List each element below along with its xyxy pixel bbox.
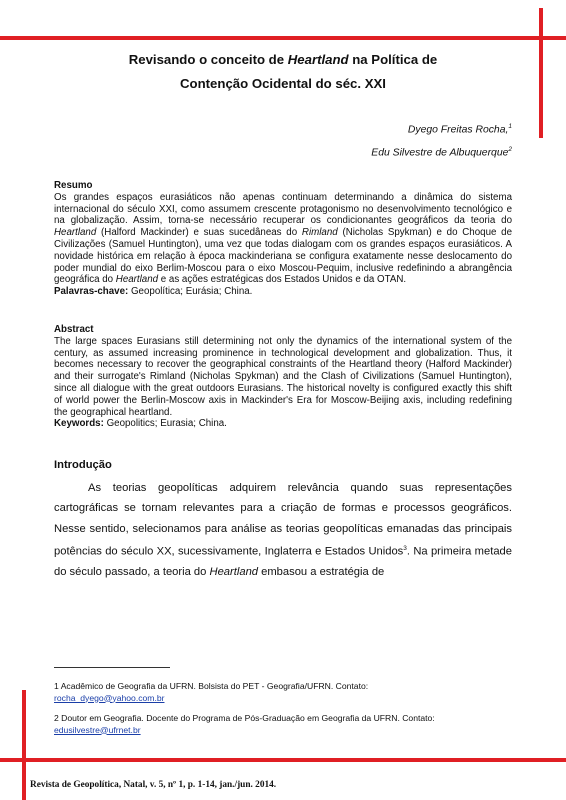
footnote-1: 1 Acadêmico de Geografia da UFRN. Bolsista do PET - Geografia/UFRN. Contato: rocha_dyego@yahoo.com.br [54, 681, 512, 704]
red-line-bottom [0, 758, 566, 762]
resumo-body: Os grandes espaços eurasiáticos não apenas continuam determinando a dinâmica do sistema internacional do século XXI, como assumem crescente protagonismo no desenvolvimento tecnológico e na globalização. Assim, torna-se necessário recuperar os condicionantes geográficos da teoria do Heartland (Halford Mackinder) e suas sucedâneas do Rimland (Nicholas Spykman) e do Choque de Civilizações (Samuel Huntington), uma vez que todas dialogam com os grandes espaços eurasiáticos. A novidade histórica em relação à época mackinderiana se configura exatamente nesse deslocamento do poder mundial do eixo Berlim-Moscou para o eixo Moscou-Pequim, inclusive redefinindo a abrangência geográfica do Heartland e as ações estratégicas dos Estados Unidos e da OTAN. [54, 191, 513, 286]
author-2: Edu Silvestre de Albuquerque$^2$ [371, 146, 512, 159]
red-line-top [0, 36, 566, 40]
abstract-heading: Abstract [54, 324, 94, 335]
title-line-2: Contenção Ocidental do séc. XXI [180, 76, 386, 91]
resumo-keywords: Palavras-chave: Geopolítica; Eurásia; China. [54, 286, 253, 298]
resumo-section [54, 180, 512, 298]
red-line-left [22, 690, 26, 800]
intro-body: As teorias geopolíticas adquirem relevância quando suas representações cartográficas se tornam relevantes para a criação de formas e processos geográficos. Nesse sentido, selecionamos para análise as teorias geopolíticas emanadas das principais potências do século XX, sucessivamente, Inglaterra e Estados Unidos$^3$. Na primeira metade do século passado, a teoria do Heartland embasou a estratégia de [54, 482, 512, 578]
paper-title [0, 48, 566, 96]
author-1: Dyego Freitas Rocha,$^1$ [407, 123, 512, 136]
resumo-heading: Resumo [54, 180, 93, 191]
title-line-1: Revisando o conceito de Heartland na Política de [128, 52, 438, 67]
footnote-2-email-link[interactable]: edusilvestre@ufrnet.br [54, 724, 141, 735]
journal-footer: Revista de Geopolítica, Natal, v. 5, nº 1, p. 1-14, jan./jun. 2014. [30, 780, 277, 790]
footnote-rule [54, 667, 170, 668]
abstract-body: The large spaces Eurasians still determining not only the dynamics of the international system of the century, as assumed increasing prominence in technological development and globalization. Thus, it becomes necessary to recover the geographical constraints of the Heartland theory (Halford Mackinder) and their surrogate's Rimland (Nicholas Spykman) and the Clash of Civilizations (Samuel Huntington), since all dialogue with the great outdoors Eurasians. The historical novelty is configured exactly this shift of world power the Berlin-Moscow axis in Mackinder's Era for Moscow-Beijing axis, including redefining the geographical heartland. [54, 335, 512, 418]
intro-heading: Introdução [54, 459, 112, 471]
abstract-section [54, 324, 512, 430]
authors [371, 117, 512, 164]
footnote-1-email-link[interactable]: rocha_dyego@yahoo.com.br [54, 692, 165, 703]
abstract-keywords: Keywords: Geopolitics; Eurasia; China. [54, 418, 227, 430]
footnote-2: 2 Doutor em Geografia. Docente do Programa de Pós-Graduação em Geografia da UFRN. Contato: edusilvestre@ufrnet.br [54, 713, 512, 736]
